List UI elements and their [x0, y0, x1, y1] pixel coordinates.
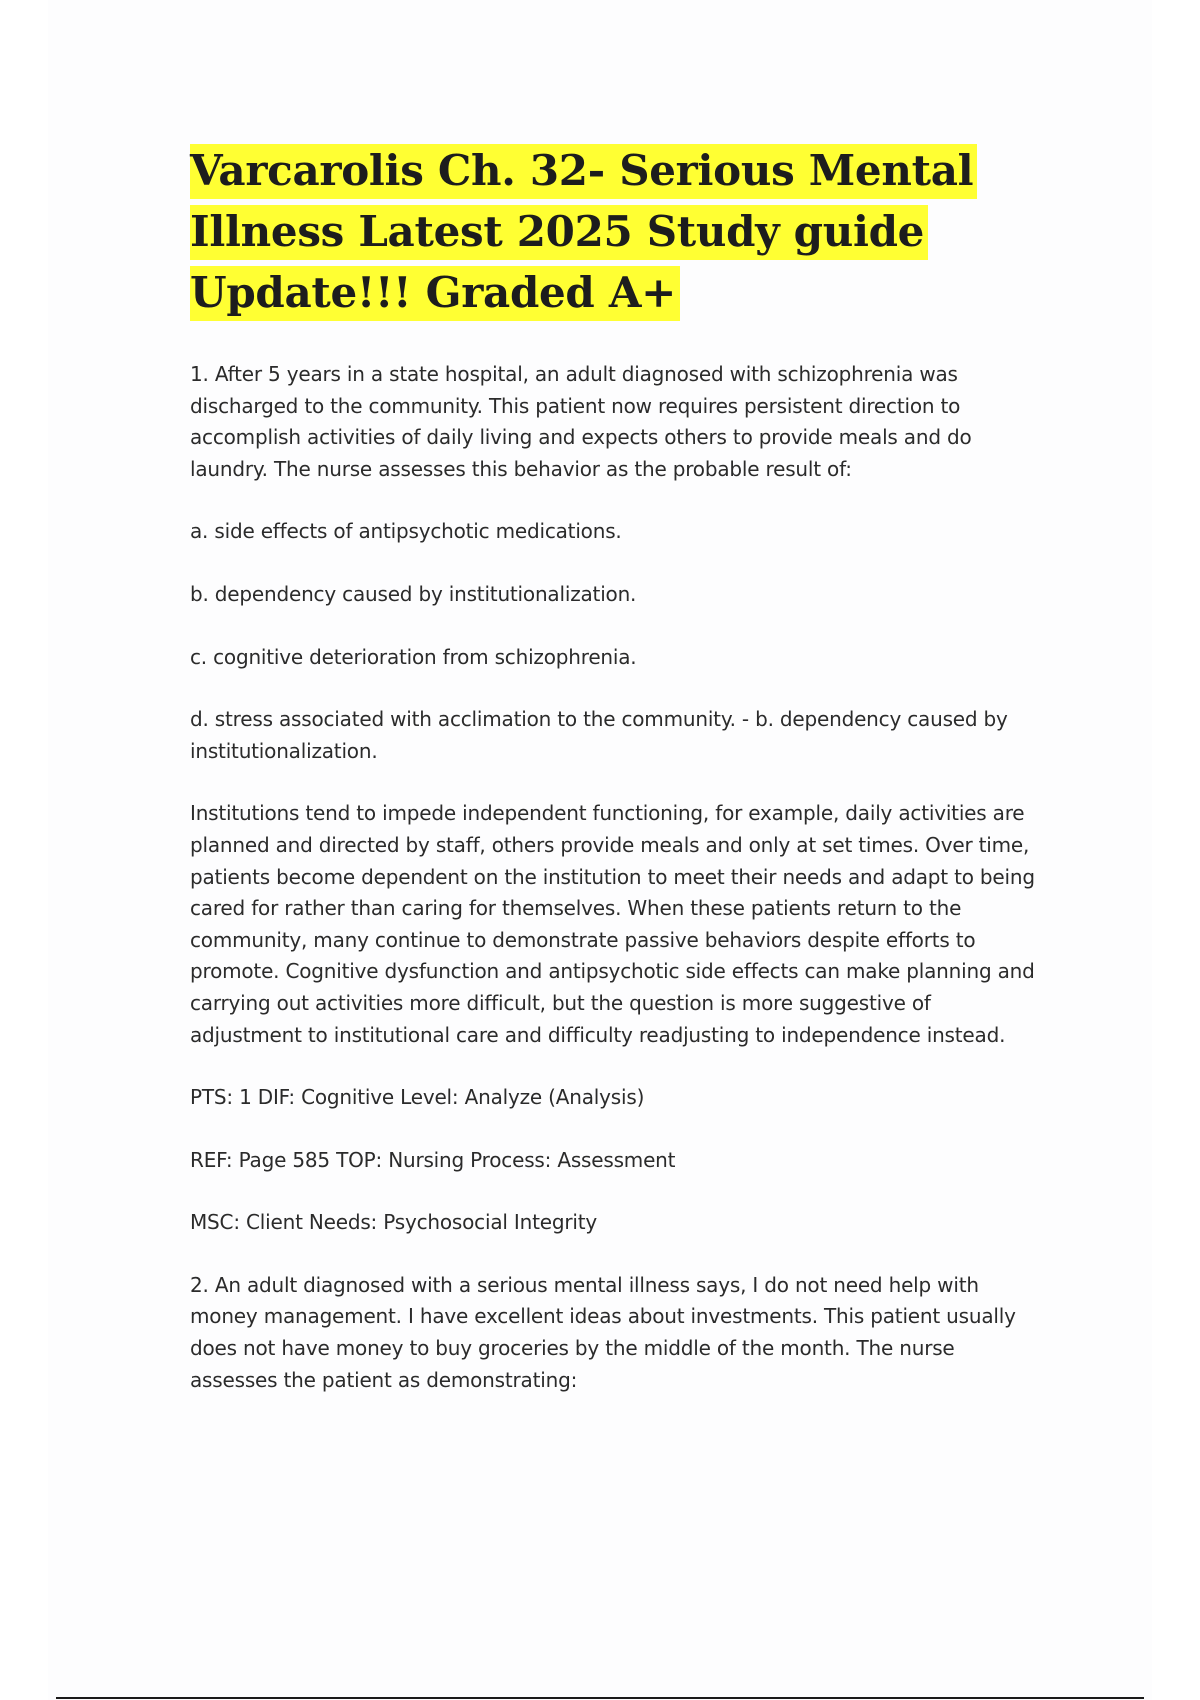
question-1-option-c: c. cognitive deterioration from schizophrenia.	[190, 644, 637, 669]
question-1-rationale: Institutions tend to impede independent functioning, for example, daily activities are planned and directed by staff, others provide meals and only at set times. Over time, patients become dependent on the institution to meet their needs and adapt to being cared for rather than caring for themselves. When these patients return to the community, many continue to demonstrate passive behaviors despite efforts to promote. Cognitive dysfunction and antipsychotic side effects can make planning and carrying out activities more difficult, but the question is more suggestive of adjustment to institutional care and difficulty readjusting to independence instead.	[190, 801, 1035, 1047]
title-highlight: Varcarolis Ch. 32- Serious Mental Illness Latest 2025 Study guide Update!!! Graded A+	[190, 144, 977, 321]
question-1-option-d: d. stress associated with acclimation to the community. - b. dependency caused by institutionalization.	[190, 707, 1008, 763]
question-1-pts: PTS: 1 DIF: Cognitive Level: Analyze (Analysis)	[190, 1085, 645, 1110]
question-1-option-a: a. side effects of antipsychotic medications.	[190, 519, 622, 544]
question-2-stem: 2. An adult diagnosed with a serious mental illness says, I do not need help with money management. I have excellent ideas about investments. This patient usually does not have money to buy groceries by the middle of the month. The nurse assesses the patient as demonstrating:	[190, 1272, 1016, 1392]
page-bottom-rule	[56, 1697, 1144, 1699]
question-1-stem: 1. After 5 years in a state hospital, an adult diagnosed with schizophrenia was discharged to the community. This patient now requires persistent direction to accomplish activities of daily living and expects others to provide meals and do laundry. The nurse assesses this behavior as the probable result of:	[190, 362, 972, 481]
question-1-ref: REF: Page 585 TOP: Nursing Process: Assessment	[190, 1147, 676, 1172]
document-content	[190, 140, 1040, 1427]
document-title	[190, 140, 1040, 323]
question-1-option-b: b. dependency caused by institutionalization.	[190, 581, 637, 606]
question-1-msc: MSC: Client Needs: Psychosocial Integrity	[190, 1210, 597, 1235]
